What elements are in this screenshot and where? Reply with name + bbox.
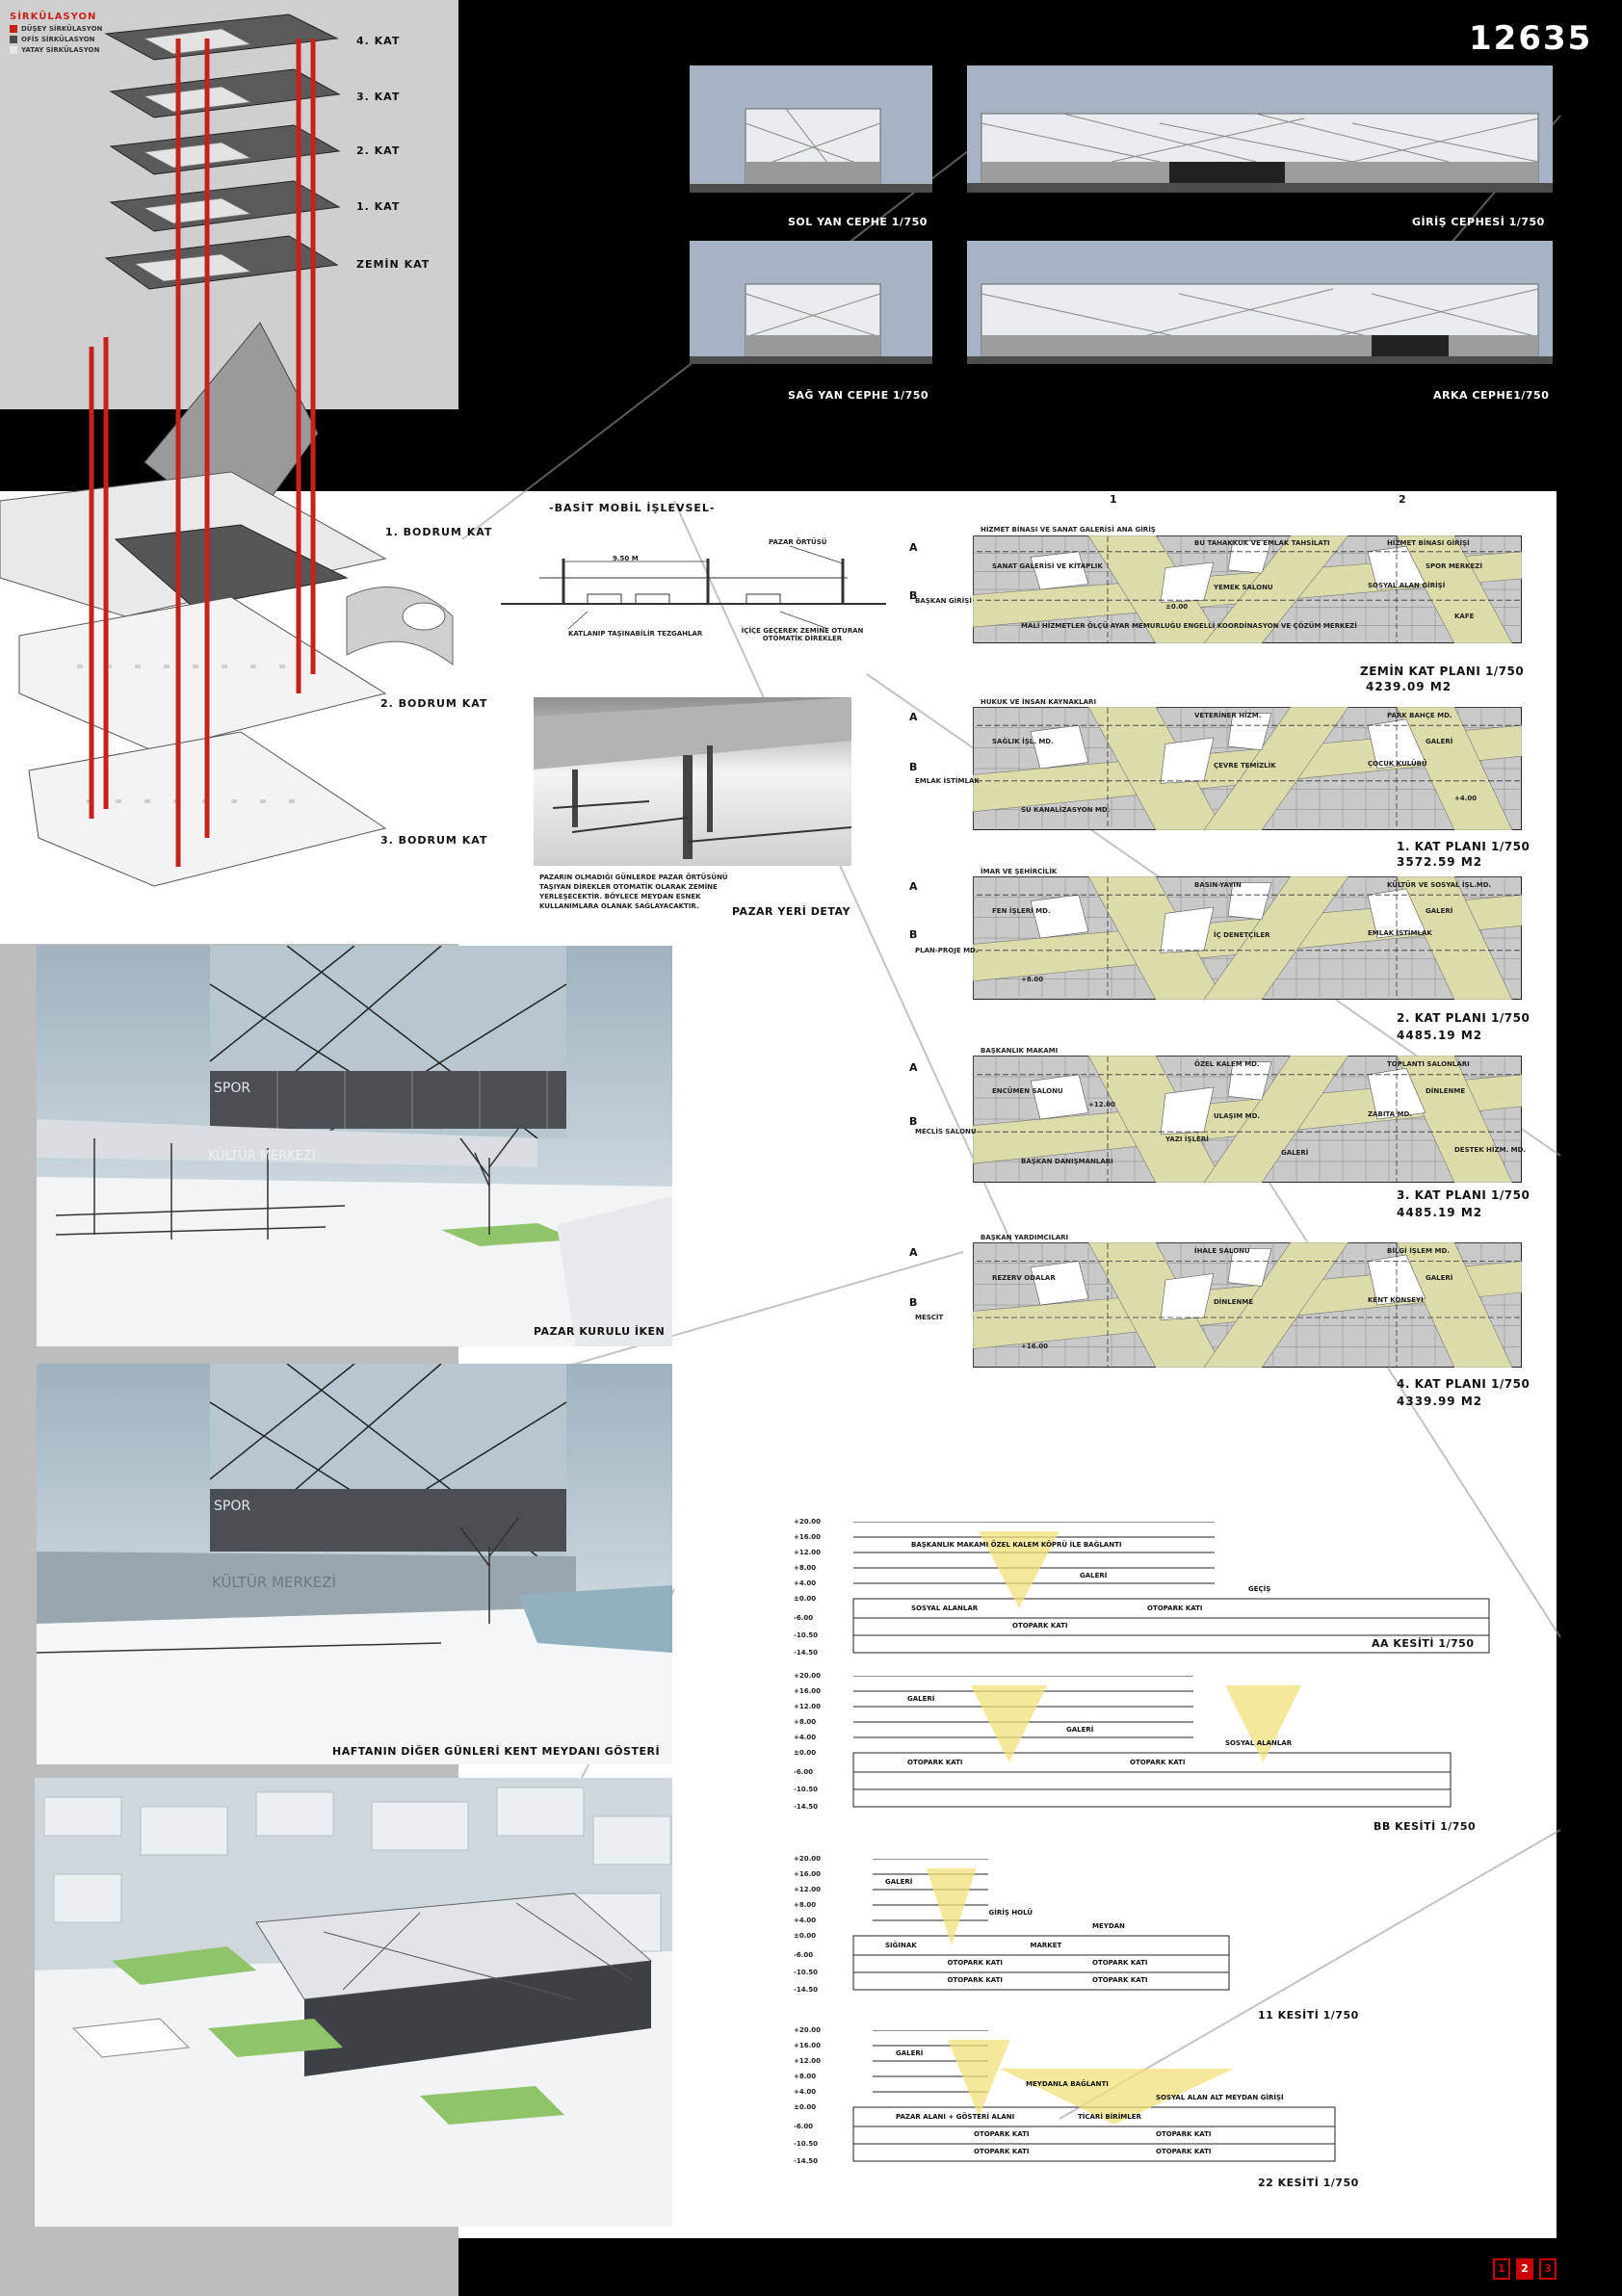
section-level: +12.00 [794, 1549, 822, 1556]
section-level: -10.50 [794, 1786, 819, 1793]
page-number-3[interactable]: 3 [1539, 2258, 1557, 2280]
plan-room-label: BAŞKAN DANIŞMANLARI [1021, 1158, 1113, 1166]
plan-room-label: ÇOCUK KULÜBÜ [1368, 759, 1427, 768]
floor-label: 2. KAT [356, 144, 401, 157]
plan-title: 1. KAT PLANI 1/750 [1397, 840, 1530, 853]
legend-item: YATAY SİRKÜLASYON [10, 46, 102, 54]
floor-label: 1. KAT [356, 200, 401, 213]
section-level: ±0.00 [794, 1749, 817, 1757]
axis-col-1: 1 [1110, 493, 1117, 506]
plan-area: 4485.19 M2 [1397, 1206, 1483, 1219]
plan-room-label: BAŞKAN YARDIMCILARI [981, 1233, 1069, 1241]
plan-room-label: HİZMET BİNASI VE SANAT GALERİSİ ANA GİRİŞ [981, 526, 1156, 534]
floor-label: ZEMİN KAT [356, 258, 431, 271]
plan-area: 4239.09 M2 [1366, 680, 1452, 693]
section-level: -14.50 [794, 1803, 819, 1811]
section-label: OTOPARK KATI [947, 1959, 1004, 1967]
floor-label: 3. BODRUM KAT [380, 834, 488, 847]
section-level: -6.00 [794, 1951, 814, 1959]
section-label: OTOPARK KATI [947, 1976, 1004, 1984]
section-level: +8.00 [794, 1901, 817, 1909]
render-caption: PAZAR KURULU İKEN [534, 1325, 666, 1338]
elevation-caption: GİRİŞ CEPHESİ 1/750 [1412, 216, 1545, 228]
section-level: +8.00 [794, 1564, 817, 1572]
section-label: SOSYAL ALANLAR [911, 1605, 979, 1612]
section-label: MEYDAN [1092, 1922, 1125, 1930]
plan-room-label: ZABITA MD. [1368, 1109, 1412, 1118]
floor-label: 3. KAT [356, 91, 401, 103]
elevation-caption: SAĞ YAN CEPHE 1/750 [788, 389, 929, 402]
section-level: +12.00 [794, 1886, 822, 1893]
axis-row-a: A [909, 711, 918, 723]
plan-room-label: +16.00 [1021, 1343, 1049, 1351]
legend-item: OFİS SİRKÜLASYON [10, 36, 102, 43]
section-level: +20.00 [794, 1518, 822, 1526]
plan-room-label: YAZI İŞLERİ [1165, 1135, 1209, 1143]
plan-room-label: FEN İŞLERİ MD. [992, 907, 1051, 915]
section-label: GALERİ [1080, 1572, 1108, 1579]
section-label: OTOPARK KATI [1156, 2148, 1212, 2155]
market-detail-caption: PAZAR YERİ DETAY [732, 905, 850, 918]
section-level: +4.00 [794, 1917, 817, 1924]
exploded-axonometric [0, 0, 462, 934]
section-level: -10.50 [794, 1969, 819, 1976]
floor-label: 1. BODRUM KAT [385, 526, 493, 538]
plan-room-label: BU TAHAKKUK VE EMLAK TAHSİLATI [1194, 539, 1330, 547]
section-label: OTOPARK KATI [1092, 1976, 1148, 1984]
dimension-label: 9.50 M [613, 555, 639, 562]
section-label: BAŞKANLIK MAKAMI ÖZEL KALEM KÖPRÜ İLE BAĞLANTI [911, 1541, 1122, 1549]
section-label: OTOPARK KATI [1156, 2130, 1212, 2138]
plan-room-label: +8.00 [1021, 975, 1044, 983]
section-label: OTOPARK KATI [1147, 1605, 1203, 1612]
plan-room-label: ÖZEL KALEM MD. [1194, 1059, 1260, 1068]
section-level: +20.00 [794, 1855, 822, 1863]
section-level: +16.00 [794, 1870, 822, 1878]
tables-label: KATLANIP TAŞINABİLİR TEZGAHLAR [568, 630, 703, 638]
render-aerial [35, 1778, 672, 2227]
plan-room-label: KAFE [1454, 613, 1475, 620]
plan-title: 3. KAT PLANI 1/750 [1397, 1188, 1530, 1202]
render-square [37, 1364, 672, 1764]
plan-room-label: İHALE SALONU [1194, 1246, 1250, 1255]
section-label: GALERİ [1066, 1726, 1094, 1734]
elevation-caption: SOL YAN CEPHE 1/750 [788, 216, 928, 228]
axis-row-a: A [909, 880, 918, 893]
plan-room-label: DESTEK HİZM. MD. [1454, 1146, 1527, 1155]
section-level: -10.50 [794, 2140, 819, 2148]
plan-room-label: ±0.00 [1165, 603, 1189, 611]
axis-row-b: B [909, 589, 918, 602]
section-drawing [844, 1676, 1479, 1815]
plan-room-label: HİZMET BİNASI GİRİŞİ [1387, 539, 1470, 547]
section-level: -14.50 [794, 1986, 819, 1994]
elevation-left [690, 65, 932, 193]
section-level: -14.50 [794, 1649, 819, 1657]
render-caption: HAFTANIN DİĞER GÜNLERİ KENT MEYDANI GÖSTERİ [332, 1745, 661, 1758]
plan-room-label: GALERİ [1426, 1273, 1453, 1282]
plan-room-label: REZERV ODALAR [992, 1273, 1056, 1282]
plan-room-label: KÜLTÜR VE SOSYAL İŞL.MD. [1387, 880, 1492, 889]
elevation-front [967, 65, 1553, 193]
plan-room-label: SPOR MERKEZİ [1426, 562, 1482, 570]
render-sign: KÜLTÜR MERKEZİ [212, 1574, 336, 1591]
section-level: +4.00 [794, 1734, 817, 1741]
plan-room-label: EMLAK İSTİMLAK [1368, 928, 1432, 937]
plan-room-label: +12.00 [1088, 1101, 1116, 1109]
section-label: SIĞINAK [885, 1942, 917, 1949]
section-label: OTOPARK KATI [974, 2148, 1030, 2155]
plan-room-label: SOSYAL ALAN GİRİŞİ [1368, 582, 1446, 589]
render-sign: KÜLTÜR MERKEZİ [208, 1149, 316, 1163]
axis-row-b: B [909, 928, 918, 941]
section-label: OTOPARK KATI [974, 2130, 1030, 2138]
section-level: -6.00 [794, 1614, 814, 1622]
axis-row-a: A [909, 1246, 918, 1259]
plan-room-label: DİNLENME [1426, 1087, 1466, 1095]
columns-label: İÇİÇE GEÇEREK ZEMİNE OTURAN OTOMATİK DİREKLER [741, 627, 864, 642]
section-title: BB KESİTİ 1/750 [1373, 1820, 1477, 1833]
section-level: +8.00 [794, 2073, 817, 2080]
roof-label: PAZAR ÖRTÜSÜ [769, 538, 827, 546]
elevation-caption: ARKA CEPHE1/750 [1433, 389, 1550, 402]
plan-room-label: SAĞLIK İŞL. MD. [992, 738, 1054, 745]
plan-room-label: HUKUK VE İNSAN KAYNAKLARI [981, 697, 1097, 706]
plan-room-label: MESCİT [915, 1314, 944, 1322]
axis-row-a: A [909, 1061, 918, 1074]
plan-room-label: SU KANALİZASYON MD. [1021, 805, 1111, 814]
plan-title: 2. KAT PLANI 1/750 [1397, 1011, 1530, 1025]
section-label: GALERİ [896, 2049, 924, 2057]
section-level: +20.00 [794, 2026, 822, 2034]
plan-room-label: ENCÜMEN SALONU [992, 1087, 1063, 1095]
section-label: GEÇİŞ [1248, 1585, 1271, 1593]
elevation-right [690, 241, 932, 364]
plan-room-label: GALERİ [1281, 1148, 1309, 1157]
section-level: +12.00 [794, 2057, 822, 2065]
section-label: GALERİ [885, 1878, 913, 1886]
market-detail-title: -BASİT MOBİL İŞLEVSEL- [549, 502, 716, 514]
elevation-back [967, 241, 1553, 364]
section-label: MEYDANLA BAĞLANTI [1026, 2080, 1109, 2088]
plan-room-label: PLAN-PROJE MD. [915, 947, 979, 955]
market-section-diagram [501, 535, 886, 640]
plan-room-label: MECLİS SALONU [915, 1128, 977, 1136]
axis-row-b: B [909, 1115, 918, 1128]
section-level: ±0.00 [794, 1595, 817, 1603]
section-level: +16.00 [794, 1687, 822, 1695]
section-level: +12.00 [794, 1703, 822, 1710]
plan-room-label: İÇ DENETÇİLER [1214, 931, 1270, 940]
plan-room-label: TOPLANTI SALONLARI [1387, 1059, 1470, 1068]
section-level: +16.00 [794, 1533, 822, 1541]
axis-row-b: B [909, 1296, 918, 1309]
plan-room-label: MALİ HİZMETLER ÖLÇÜ AYAR MEMURLUĞU ENGELLİ KOORDİNASYON VE ÇÖZÜM MERKEZİ [1021, 622, 1357, 630]
market-description: PAZARIN OLMADIĞI GÜNLERDE PAZAR ÖRTÜSÜNÜ TAŞIYAN DİREKLER OTOMATİK OLARAK ZEMİNE YERLEŞECEKTİR. BÖYLECE MEYDAN ESNEK KULLANIMLARA OLANAK SAĞLAYACAKTIR. [539, 874, 728, 910]
section-level: +20.00 [794, 1672, 822, 1680]
market-render [534, 697, 851, 866]
section-label: MARKET [1030, 1942, 1062, 1949]
section-label: TİCARİ BİRİMLER [1078, 2113, 1141, 2121]
plan-title: 4. KAT PLANI 1/750 [1397, 1377, 1530, 1391]
plan-area: 4339.99 M2 [1397, 1395, 1483, 1408]
plan-area: 4485.19 M2 [1397, 1029, 1483, 1042]
plan-room-label: PARK BAHÇE MD. [1387, 711, 1452, 719]
plan-room-label: ÇEVRE TEMİZLİK [1214, 762, 1276, 770]
section-label: GİRİŞ HOLÜ [988, 1909, 1033, 1917]
axis-col-2: 2 [1399, 493, 1406, 506]
section-label: OTOPARK KATI [1012, 1622, 1068, 1630]
plan-room-label: ULAŞIM MD. [1214, 1111, 1261, 1120]
plan-room-label: DİNLENME [1214, 1298, 1254, 1307]
section-level: -6.00 [794, 2123, 814, 2130]
plan-title: ZEMİN KAT PLANI 1/750 [1360, 665, 1525, 678]
floor-label: 4. KAT [356, 35, 401, 47]
section-level: +4.00 [794, 1579, 817, 1587]
section-label: PAZAR ALANI + GÖSTERİ ALANI [896, 2113, 1015, 2121]
page-number-2[interactable]: 2 [1516, 2258, 1533, 2280]
section-label: GALERİ [907, 1695, 935, 1703]
render-sign: SPOR [214, 1081, 251, 1096]
plan-area: 3572.59 M2 [1397, 855, 1483, 869]
floor-label: 2. BODRUM KAT [380, 697, 488, 710]
plan-room-label: GALERİ [1426, 907, 1453, 915]
plan-room-label: SANAT GALERİSİ VE KİTAPLIK [992, 562, 1103, 570]
section-title: 22 KESİTİ 1/750 [1258, 2177, 1359, 2189]
section-level: -6.00 [794, 1768, 814, 1776]
section-level: -14.50 [794, 2157, 819, 2165]
section-level: ±0.00 [794, 2103, 817, 2111]
section-title: 11 KESİTİ 1/750 [1258, 2009, 1359, 2022]
render-market [37, 946, 672, 1346]
plan-room-label: VETERİNER HİZM. [1194, 711, 1262, 719]
plan-room-label: KENT KONSEYİ [1368, 1295, 1424, 1304]
axis-row-a: A [909, 541, 918, 554]
legend-item: DÜŞEY SİRKÜLASYON [10, 25, 102, 33]
plan-room-label: BİLGİ İŞLEM MD. [1387, 1246, 1450, 1255]
legend-title: SİRKÜLASYON [10, 12, 97, 22]
axis-row-b: B [909, 761, 918, 773]
section-label: SOSYAL ALANLAR [1225, 1739, 1293, 1747]
plan-room-label: İMAR VE ŞEHİRCİLİK [981, 867, 1058, 875]
plan-room-label: BAŞKAN GİRİŞİ [915, 597, 972, 605]
section-label: OTOPARK KATI [1130, 1759, 1186, 1766]
section-level: -10.50 [794, 1631, 819, 1639]
project-number: 12635 [1469, 19, 1593, 58]
plan-room-label: +4.00 [1454, 795, 1478, 803]
section-label: OTOPARK KATI [1092, 1959, 1148, 1967]
section-label: SOSYAL ALAN ALT MEYDAN GİRİŞİ [1156, 2094, 1284, 2101]
plan-room-label: GALERİ [1426, 738, 1453, 745]
plan-room-label: BASIN-YAYIN [1194, 880, 1242, 889]
section-title: AA KESİTİ 1/750 [1372, 1637, 1475, 1650]
section-label: OTOPARK KATI [907, 1759, 963, 1766]
section-level: +8.00 [794, 1718, 817, 1726]
basement-2 [19, 597, 385, 751]
plan-room-label: EMLAK İSTİMLAK [915, 777, 980, 786]
render-sign: SPOR [214, 1499, 251, 1514]
page-number-1[interactable]: 1 [1493, 2258, 1510, 2280]
section-level: ±0.00 [794, 1932, 817, 1940]
section-level: +16.00 [794, 2042, 822, 2049]
section-level: +4.00 [794, 2088, 817, 2096]
plan-room-label: BAŞKANLIK MAKAMI [981, 1046, 1059, 1055]
plan-room-label: YEMEK SALONU [1214, 584, 1273, 591]
